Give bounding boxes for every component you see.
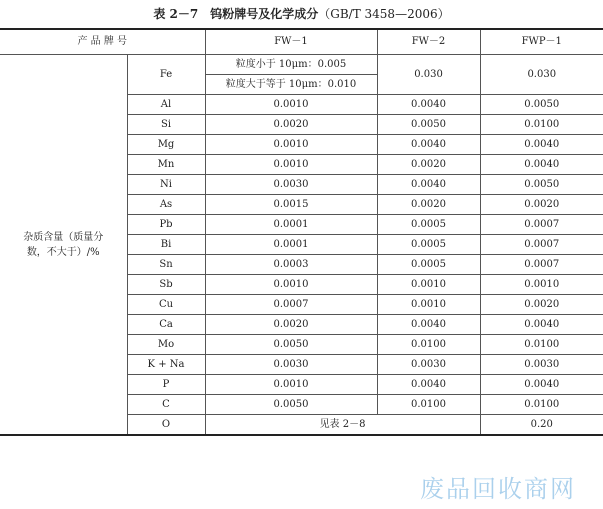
element-fe: Fe <box>127 55 205 95</box>
element-name: Sn <box>127 255 205 275</box>
o-fwp1-value: 0.20 <box>480 415 603 436</box>
fe-fw1-fine: 粒度小于 10μm：0.005 <box>205 55 377 75</box>
title-standard: （GB/T 3458—2006） <box>318 7 450 21</box>
value-fwp1: 0.0100 <box>480 115 603 135</box>
value-fw2: 0.0005 <box>377 235 480 255</box>
value-fw1: 0.0007 <box>205 295 377 315</box>
value-fw2: 0.0100 <box>377 335 480 355</box>
value-fwp1: 0.0100 <box>480 335 603 355</box>
element-name: Al <box>127 95 205 115</box>
element-name: Mo <box>127 335 205 355</box>
element-name: C <box>127 395 205 415</box>
value-fwp1: 0.0040 <box>480 155 603 175</box>
o-fw-value: 见表 2－8 <box>205 415 480 436</box>
header-product-grade: 产 品 牌 号 <box>0 29 205 55</box>
value-fwp1: 0.0030 <box>480 355 603 375</box>
element-name: Mg <box>127 135 205 155</box>
value-fw2: 0.0040 <box>377 95 480 115</box>
value-fw1: 0.0015 <box>205 195 377 215</box>
value-fwp1: 0.0020 <box>480 295 603 315</box>
value-fwp1: 0.0050 <box>480 95 603 115</box>
tungsten-powder-table <box>0 28 603 436</box>
value-fwp1: 0.0040 <box>480 315 603 335</box>
element-name: Mn <box>127 155 205 175</box>
value-fw2: 0.0040 <box>377 175 480 195</box>
value-fw2: 0.0040 <box>377 375 480 395</box>
value-fw2: 0.0010 <box>377 295 480 315</box>
value-fw2: 0.0020 <box>377 195 480 215</box>
value-fw2: 0.0040 <box>377 315 480 335</box>
value-fw1: 0.0010 <box>205 135 377 155</box>
value-fwp1: 0.0040 <box>480 135 603 155</box>
value-fw1: 0.0010 <box>205 275 377 295</box>
title-label: 表 2－7 钨粉牌号及化学成分 <box>153 7 319 21</box>
fe-fw2: 0.030 <box>377 55 480 95</box>
watermark: 废品回收商网 <box>420 475 576 503</box>
table-row-fe <box>0 55 603 75</box>
element-name: Cu <box>127 295 205 315</box>
value-fw2: 0.0040 <box>377 135 480 155</box>
value-fw1: 0.0003 <box>205 255 377 275</box>
element-name: O <box>127 415 205 436</box>
fe-fwp1: 0.030 <box>480 55 603 95</box>
table-title <box>0 6 603 22</box>
value-fw1: 0.0020 <box>205 115 377 135</box>
value-fw1: 0.0030 <box>205 175 377 195</box>
header-fw1: FW－1 <box>205 29 377 55</box>
header-fwp1: FWP－1 <box>480 29 603 55</box>
header-row <box>0 29 603 55</box>
value-fw2: 0.0050 <box>377 115 480 135</box>
value-fwp1: 0.0020 <box>480 195 603 215</box>
impurity-group-label <box>0 55 127 436</box>
value-fwp1: 0.0040 <box>480 375 603 395</box>
fe-fw1-coarse: 粒度大于等于 10μm：0.010 <box>205 75 377 95</box>
value-fw2: 0.0005 <box>377 255 480 275</box>
value-fw1: 0.0030 <box>205 355 377 375</box>
value-fw2: 0.0010 <box>377 275 480 295</box>
element-name: Pb <box>127 215 205 235</box>
value-fwp1: 0.0007 <box>480 255 603 275</box>
value-fw2: 0.0020 <box>377 155 480 175</box>
value-fwp1: 0.0007 <box>480 215 603 235</box>
element-name: Ni <box>127 175 205 195</box>
value-fwp1: 0.0007 <box>480 235 603 255</box>
value-fw2: 0.0005 <box>377 215 480 235</box>
value-fw1: 0.0020 <box>205 315 377 335</box>
element-name: P <box>127 375 205 395</box>
value-fw1: 0.0050 <box>205 395 377 415</box>
value-fw1: 0.0010 <box>205 95 377 115</box>
element-name: Bi <box>127 235 205 255</box>
element-name: Sb <box>127 275 205 295</box>
value-fw2: 0.0100 <box>377 395 480 415</box>
element-name: Si <box>127 115 205 135</box>
value-fw1: 0.0010 <box>205 375 377 395</box>
value-fw2: 0.0030 <box>377 355 480 375</box>
element-name: K + Na <box>127 355 205 375</box>
value-fwp1: 0.0010 <box>480 275 603 295</box>
element-name: As <box>127 195 205 215</box>
element-name: Ca <box>127 315 205 335</box>
header-fw2: FW－2 <box>377 29 480 55</box>
value-fw1: 0.0050 <box>205 335 377 355</box>
value-fwp1: 0.0050 <box>480 175 603 195</box>
value-fw1: 0.0001 <box>205 215 377 235</box>
value-fw1: 0.0001 <box>205 235 377 255</box>
group-label-text: 杂质含量（质量分数，不大于）/% <box>23 231 104 258</box>
value-fwp1: 0.0100 <box>480 395 603 415</box>
value-fw1: 0.0010 <box>205 155 377 175</box>
